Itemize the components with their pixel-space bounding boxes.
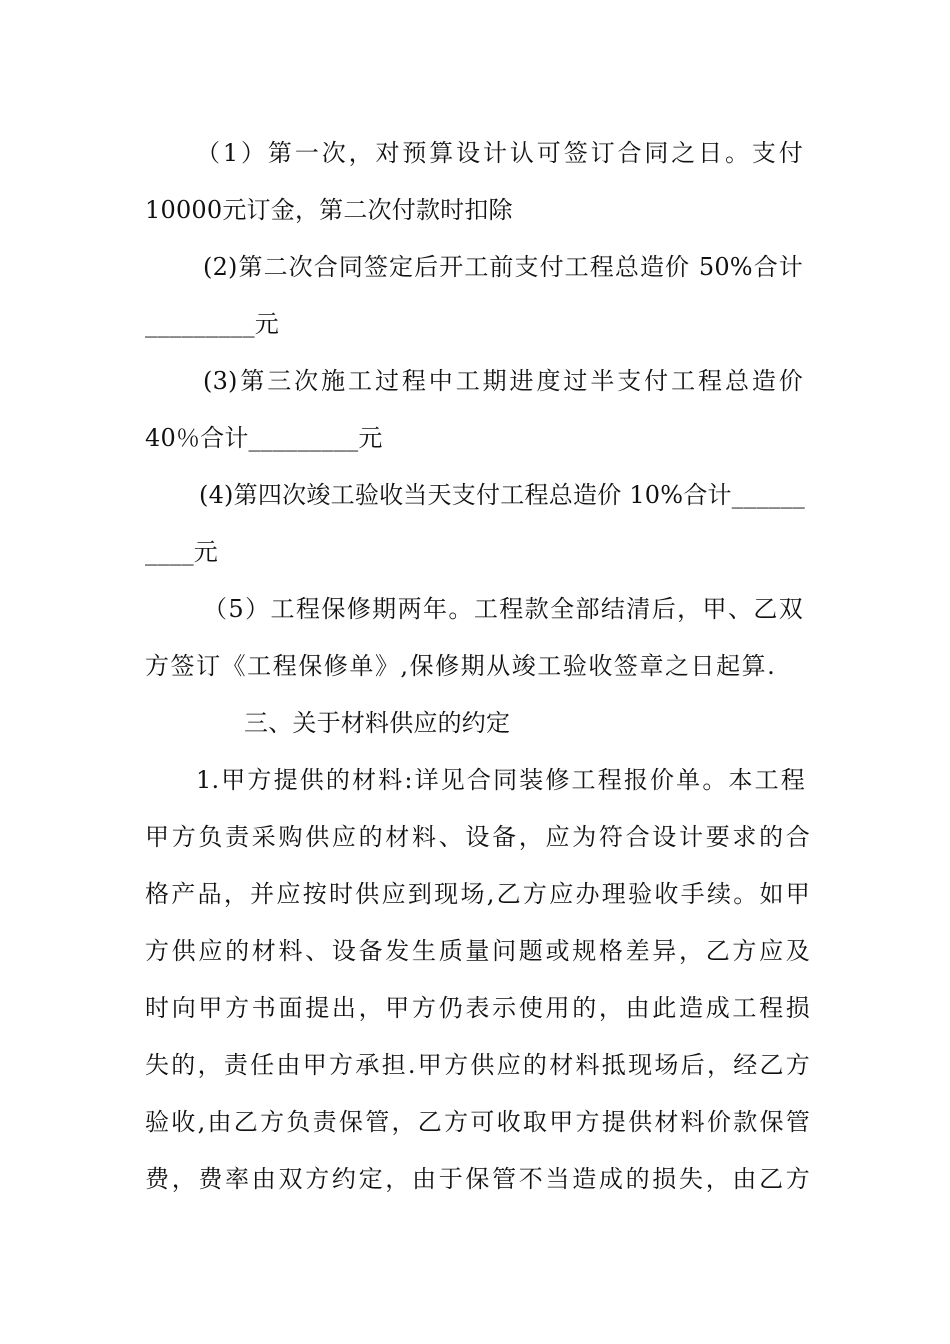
paragraph-2-line-2: _________元 <box>145 310 279 338</box>
paragraph-5-line-2: 方签订《工程保修单》,保修期从竣工验收签章之日起算. <box>145 652 775 680</box>
paragraph-6-line-2: 甲方负责采购供应的材料、设备，应为符合设计要求的合 <box>145 823 810 851</box>
paragraph-6-line-5: 时向甲方书面提出，甲方仍表示使用的，由此造成工程损 <box>145 994 810 1022</box>
paragraph-3-line-2: 40％合计_________元 <box>145 424 383 452</box>
paragraph-6-line-8: 费，费率由双方约定，由于保管不当造成的损失，由乙方 <box>145 1165 810 1193</box>
paragraph-1-line-1: （1）第一次，对预算设计认可签订合同之日。支付 <box>196 139 803 167</box>
paragraph-2-line-1: (2)第二次合同签定后开工前支付工程总造价 50%合计 <box>203 253 803 281</box>
paragraph-6-line-4: 方供应的材料、设备发生质量问题或规格差异，乙方应及 <box>145 937 810 965</box>
paragraph-5-line-1: （5）工程保修期两年。工程款全部结清后，甲、乙双 <box>203 595 803 623</box>
paragraph-4-line-2: ____元 <box>145 538 218 566</box>
paragraph-6-line-6: 失的，责任由甲方承担.甲方供应的材料抵现场后，经乙方 <box>145 1051 810 1079</box>
paragraph-6-line-1: 1.甲方提供的材料:详见合同装修工程报价单。本工程 <box>196 766 805 794</box>
paragraph-1-line-2: 10000元订金，第二次付款时扣除 <box>145 196 513 224</box>
section-heading: 三、关于材料供应的约定 <box>244 709 511 737</box>
paragraph-6-line-7: 验收,由乙方负责保管，乙方可收取甲方提供材料价款保管 <box>145 1108 810 1136</box>
paragraph-3-line-1: (3)第三次施工过程中工期进度过半支付工程总造价 <box>203 367 803 395</box>
paragraph-4-line-1: (4)第四次竣工验收当天支付工程总造价 10%合计______ <box>199 481 805 509</box>
paragraph-6-line-3: 格产品，并应按时供应到现场,乙方应办理验收手续。如甲 <box>145 880 810 908</box>
